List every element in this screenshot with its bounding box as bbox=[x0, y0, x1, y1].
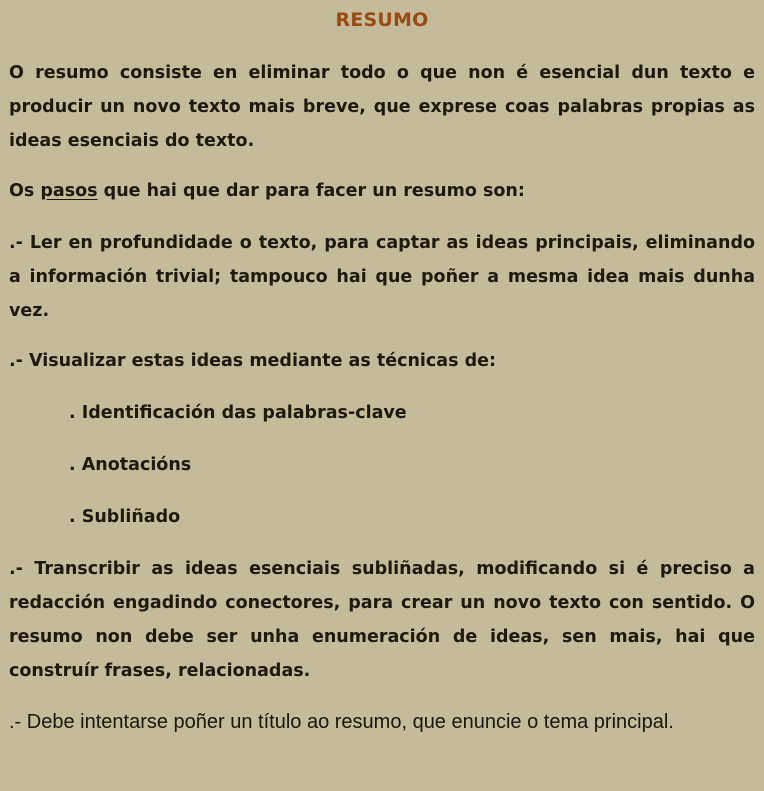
technique-underlining: . Subliñado bbox=[69, 507, 181, 527]
step-visualize: .- Visualizar estas ideas mediante as técnicas de: bbox=[9, 351, 497, 371]
technique-annotations: . Anotacións bbox=[69, 455, 192, 475]
intro-paragraph: O resumo consiste en eliminar todo o que non é esencial dun texto e producir un novo texto mais breve, que exprese coas palabras propias as ideas esenciais do texto. bbox=[9, 63, 755, 151]
step-transcribe: .- Transcribir as ideas esenciais subliñadas, modificando si é preciso a redacción engadindo conectores, para crear un novo texto con sentido. O resumo non debe ser unha enumeración de ideas, sen mais, hai que construír frases, relacionadas. bbox=[9, 559, 755, 681]
steps-intro-after: que hai que dar para facer un resumo son: bbox=[97, 181, 525, 201]
steps-intro-before: Os bbox=[9, 181, 41, 201]
technique-keywords: . Identificación das palabras-clave bbox=[69, 403, 407, 423]
steps-intro-underlined-word: pasos bbox=[40, 181, 98, 201]
step-read: .- Ler en profundidade o texto, para captar as ideas principais, eliminando a información trivial; tampouco hai que poñer a mesma idea mais dunha vez. bbox=[9, 233, 755, 321]
steps-intro-paragraph bbox=[9, 174, 755, 208]
step-title: .- Debe intentarse poñer un título ao resumo, que enuncie o tema principal. bbox=[9, 711, 674, 733]
document-title: RESUMO bbox=[335, 9, 429, 31]
